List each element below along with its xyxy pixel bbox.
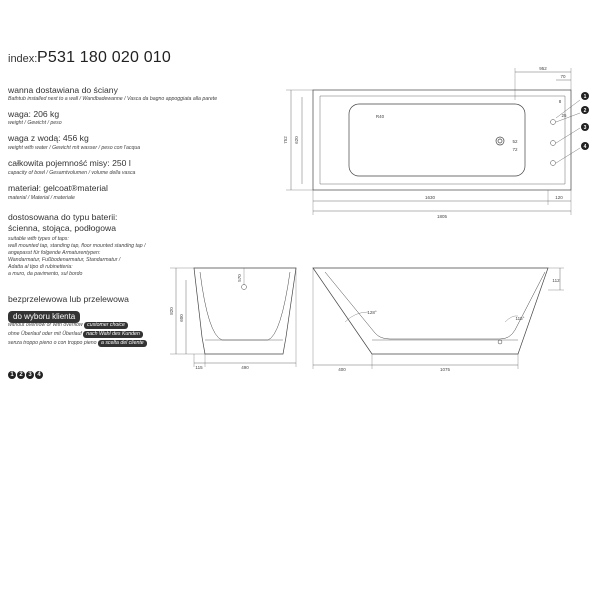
dim-front-1075: 1075 (439, 367, 451, 372)
dim-72: 72 (512, 147, 518, 152)
dim-side-490: 490 (241, 365, 249, 370)
dim-120: 120 (555, 195, 563, 200)
dim-r40: R40 (375, 114, 385, 119)
overflow-tag-de: nach Wahl des Kunden (83, 331, 143, 338)
taps-sub-2: wall mounted tap, standing tap, floor mounted standing tap / (8, 243, 146, 249)
legend-circle-2: 2 (17, 371, 25, 379)
material-sub: material / Material / materiale (8, 195, 75, 201)
overflow-tag-pl: do wyboru klienta (8, 311, 80, 323)
marker-1-label: 1 (583, 94, 587, 100)
front-view-outline (313, 268, 548, 354)
taps-sub-4: Wandarmatur, Fußbodenarmatur, Standarmatur / (8, 257, 121, 263)
taps-pl-2: ścienna, stojąca, podłogowa (8, 223, 116, 233)
dim-side-570: 570 (237, 274, 242, 282)
drain-top-inner (498, 139, 502, 143)
dim-620: 620 (294, 136, 299, 144)
weight-sub: weight / Gewicht / peso (8, 120, 62, 126)
dim-front-112: 112 (552, 278, 560, 283)
dim-52: 52 (512, 139, 518, 144)
taps-sub-3: angepasst für folgende Armaturentypen: (8, 250, 101, 256)
dim-side-115: 115 (195, 365, 203, 370)
side-view-bowl (200, 272, 290, 340)
overflow-en: without overflow or with overflow (8, 322, 83, 328)
top-view-rim (320, 96, 565, 184)
title-sub: Bathtub installed next to a wall / Wandbadewanne / Vasca da bagno appoggiata alla parete (8, 96, 218, 102)
taps-sub-1: suitable with types of taps: (8, 236, 69, 242)
dim-1630: 1630 (424, 195, 436, 200)
overflow-de: ohne Überlauf oder mit Überlauf (8, 331, 82, 337)
dim-side-820: 820 (169, 307, 174, 315)
top-view-outline (313, 90, 571, 190)
overflow-tag-en: customer choice (84, 322, 128, 329)
dim-front-angle-1: 128° (367, 310, 377, 315)
side-overflow (242, 285, 247, 290)
capacity-pl: całkowita pojemność misy: 250 l (8, 158, 131, 168)
overflow-it: senza troppo pieno o con troppo pieno (8, 340, 97, 346)
dim-952: 952 (539, 66, 547, 71)
dim-front-400: 400 (338, 367, 346, 372)
capacity-sub: capacity of bowl / Gesamtvolumen / volume della vasca (8, 170, 136, 176)
weight-pl: waga: 206 kg (8, 109, 60, 119)
weight-water-sub: weight with water / Gewicht mit wasser / peso con l'acqua (8, 145, 141, 151)
legend-circle-1: 1 (8, 371, 16, 379)
drain-top (496, 137, 504, 145)
overflow-pl: bezprzelewowa lub przelewowa (8, 294, 129, 304)
product-index: P531 180 020 010 (37, 49, 171, 66)
material-pl: materiał: gelcoat®material (8, 183, 108, 193)
markers (581, 92, 589, 150)
marker-3-label: 3 (583, 125, 587, 131)
overflow-tag-it: a scelta del cliente (98, 340, 147, 347)
side-view-outline (194, 268, 296, 354)
dim-1805: 1805 (436, 214, 448, 219)
index-label: index: (8, 53, 38, 65)
dim-25: 25 (561, 113, 567, 118)
marker-4-label: 4 (583, 144, 587, 150)
dim-70: 70 (560, 74, 566, 79)
dim-front-angle-2: 115° (515, 316, 525, 321)
dim-side-600: 600 (179, 314, 184, 322)
legend-circle-4: 4 (35, 371, 43, 379)
dim-8: 8 (558, 99, 562, 104)
taps-sub-6: a muro, da pavimento, sul bordo (8, 271, 83, 277)
taps-sub-5: Adatta al tipo di rubinetteria: (8, 264, 73, 270)
marker-2-label: 2 (583, 108, 587, 114)
taps-pl-1: dostosowana do typu baterii: (8, 212, 118, 222)
title-pl: wanna dostawiana do ściany (8, 85, 118, 95)
front-view-bowl (325, 272, 545, 339)
legend-circle-3: 3 (26, 371, 34, 379)
weight-water-pl: waga z wodą: 456 kg (8, 133, 89, 143)
dim-752: 752 (283, 136, 288, 144)
